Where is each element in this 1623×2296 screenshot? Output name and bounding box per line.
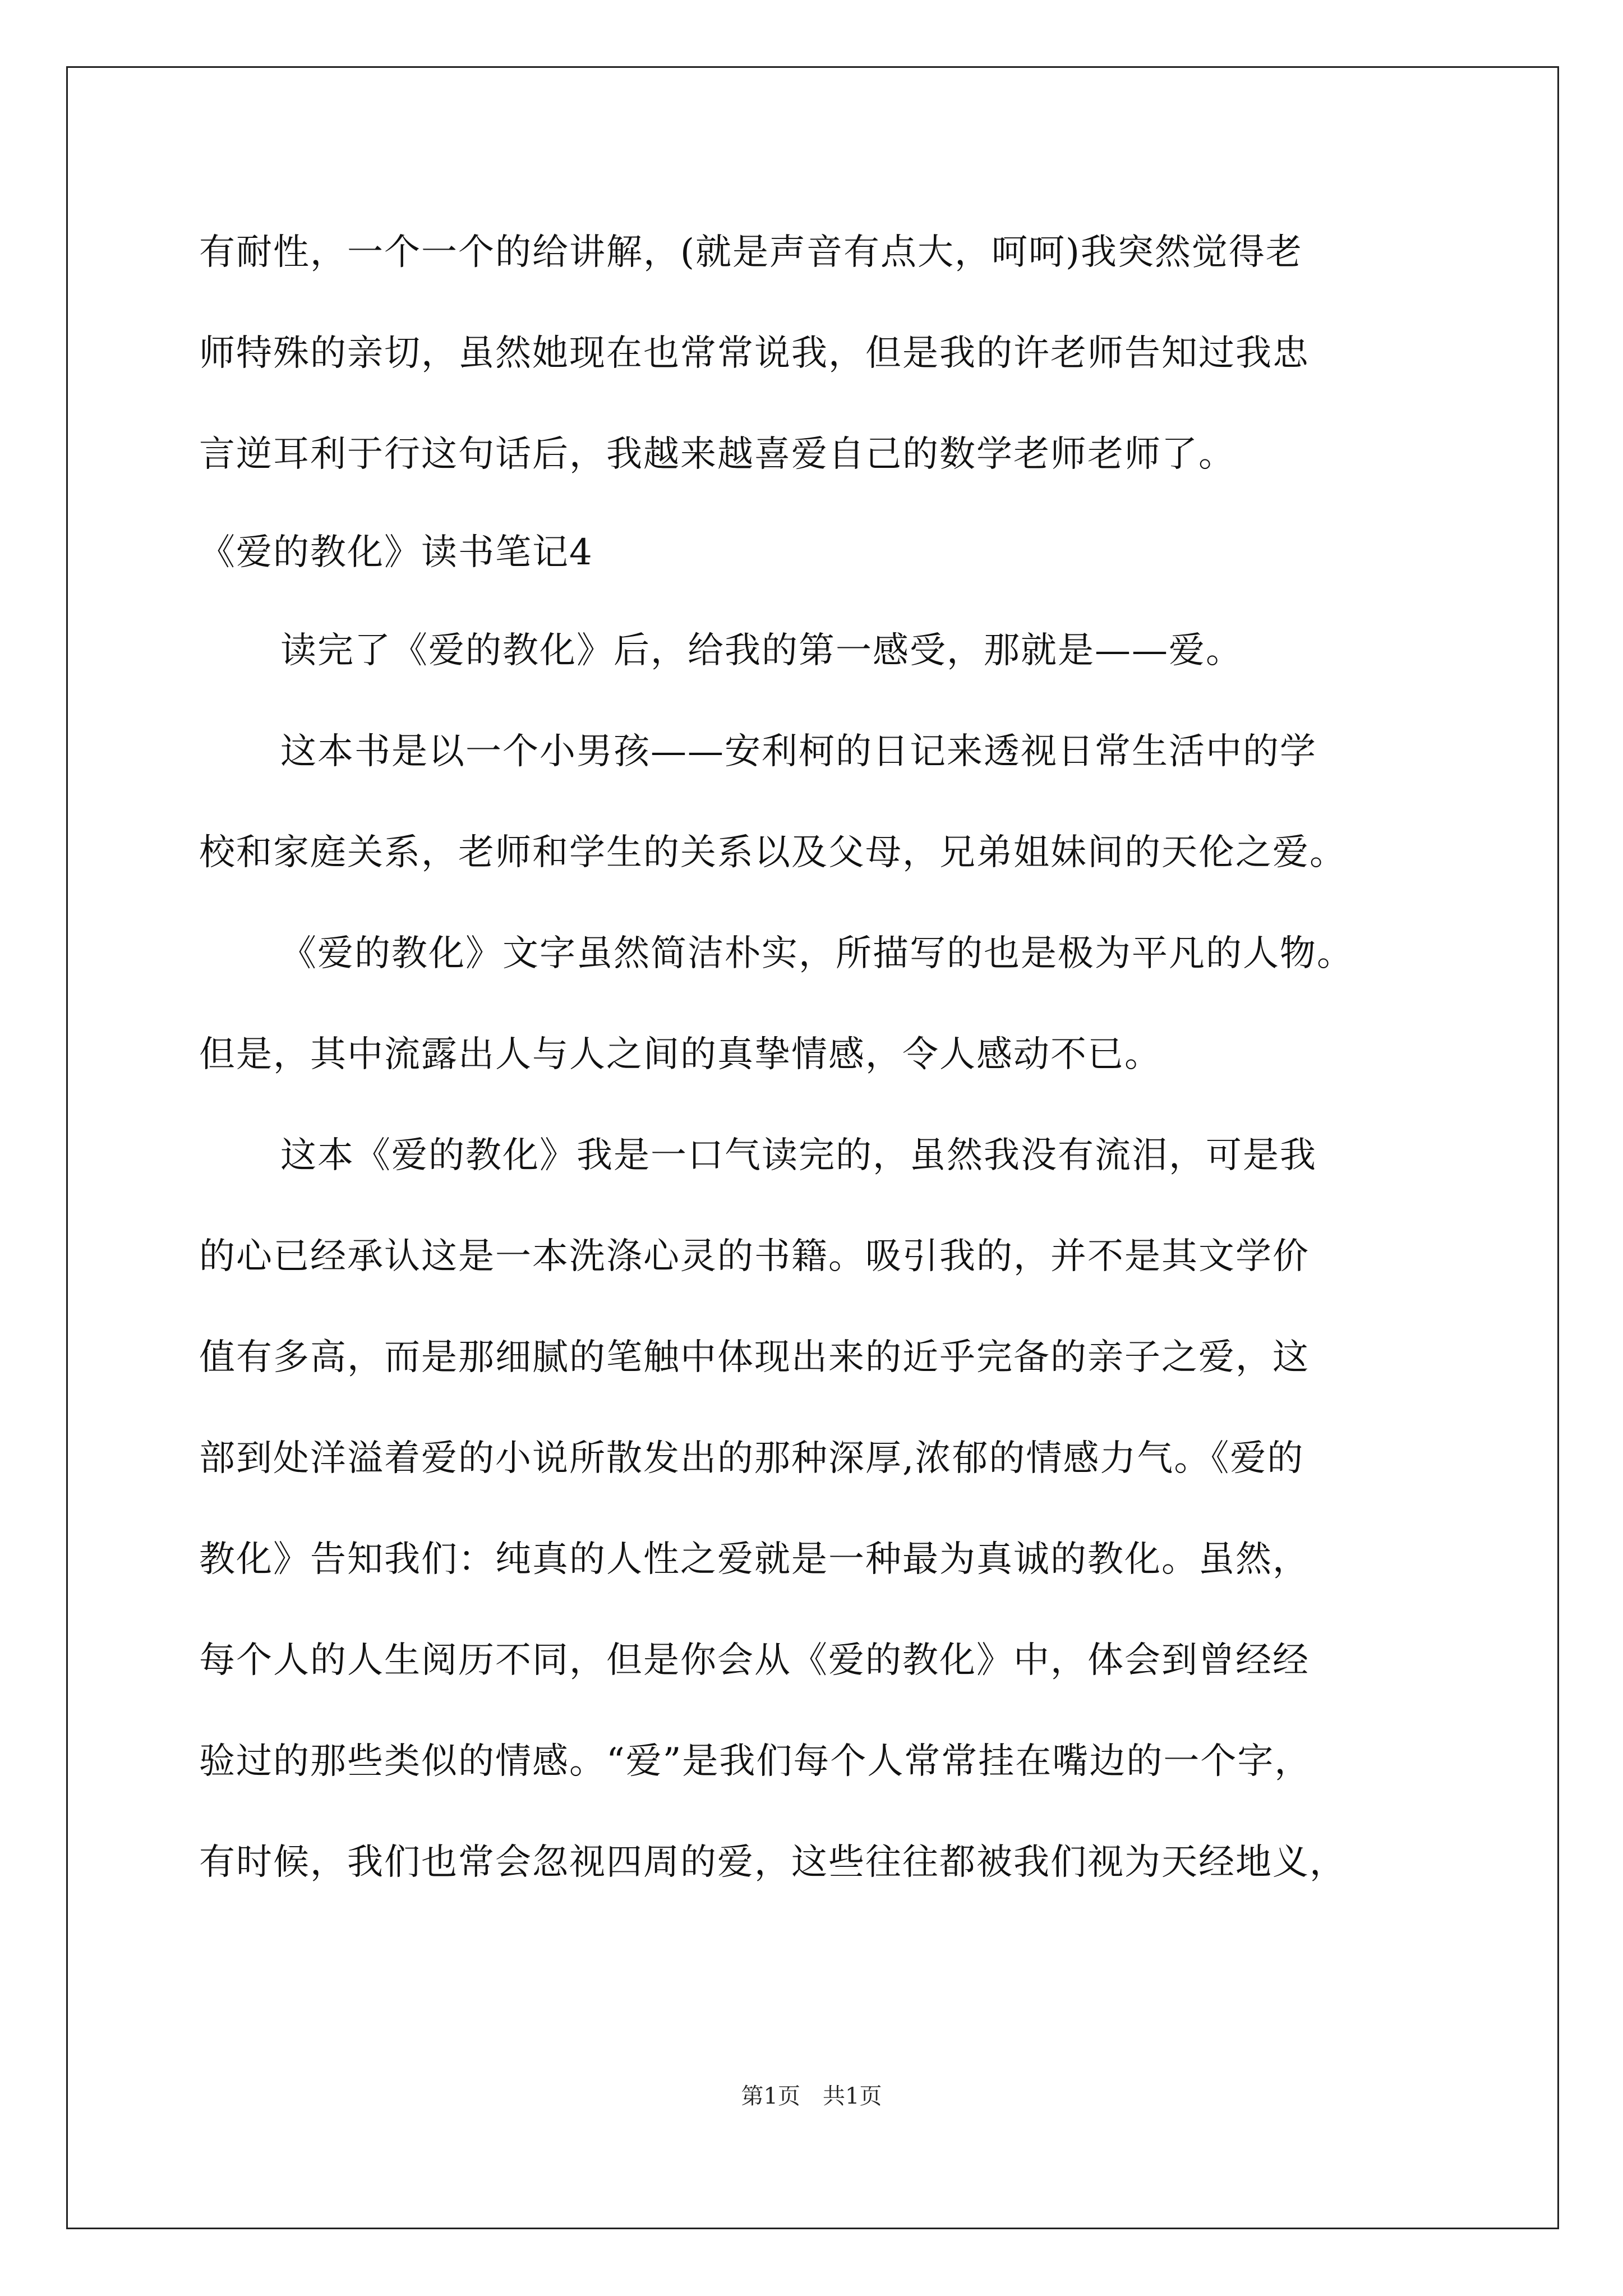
text-line: 有耐性，一个一个的给讲解，(就是声音有点大，呵呵)我突然觉得老 <box>199 232 1303 273</box>
paragraph-line: 《爱的教化》文字虽然简洁朴实，所描写的也是极为平凡的人物。 <box>280 933 1354 974</box>
text-line: 师特殊的亲切，虽然她现在也常常说我，但是我的许老师告知过我忠 <box>199 333 1310 374</box>
paragraph-line: 教化》告知我们：纯真的人性之爱就是一种最为真诚的教化。虽然， <box>199 1539 1310 1580</box>
paragraph-line: 读完了《爱的教化》后，给我的第一感受，那就是——爱。 <box>280 630 1243 671</box>
section-heading: 《爱的教化》读书笔记4 <box>199 532 593 573</box>
page-footer: 第1页 共1页 <box>741 2083 882 2109</box>
paragraph-line: 有时候，我们也常会忽视四周的爱，这些往往都被我们视为天经地义， <box>199 1842 1347 1883</box>
paragraph-line: 验过的那些类似的情感。“爱”是我们每个人常常挂在嘴边的一个字， <box>199 1741 1312 1782</box>
paragraph-line: 校和家庭关系，老师和学生的关系以及父母，兄弟姐妹间的天伦之爱。 <box>199 832 1347 873</box>
paragraph-line: 这本《爱的教化》我是一口气读完的，虽然我没有流泪，可是我 <box>280 1135 1317 1176</box>
paragraph-line: 但是，其中流露出人与人之间的真挚情感，令人感动不已。 <box>199 1034 1161 1075</box>
paragraph-line: 的心已经承认这是一本洗涤心灵的书籍。吸引我的，并不是其文学价 <box>199 1236 1310 1277</box>
paragraph-line: 值有多高，而是那细腻的笔触中体现出来的近乎完备的亲子之爱，这 <box>199 1337 1310 1378</box>
paragraph-line: 这本书是以一个小男孩——安利柯的日记来透视日常生活中的学 <box>280 731 1317 772</box>
paragraph-line: 每个人的人生阅历不同，但是你会从《爱的教化》中，体会到曾经经 <box>199 1640 1310 1681</box>
text-line: 言逆耳利于行这句话后，我越来越喜爱自己的数学老师老师了。 <box>199 434 1235 475</box>
paragraph-line: 部到处洋溢着爱的小说所散发出的那种深厚,浓郁的情感力气。《爱的 <box>199 1438 1304 1479</box>
